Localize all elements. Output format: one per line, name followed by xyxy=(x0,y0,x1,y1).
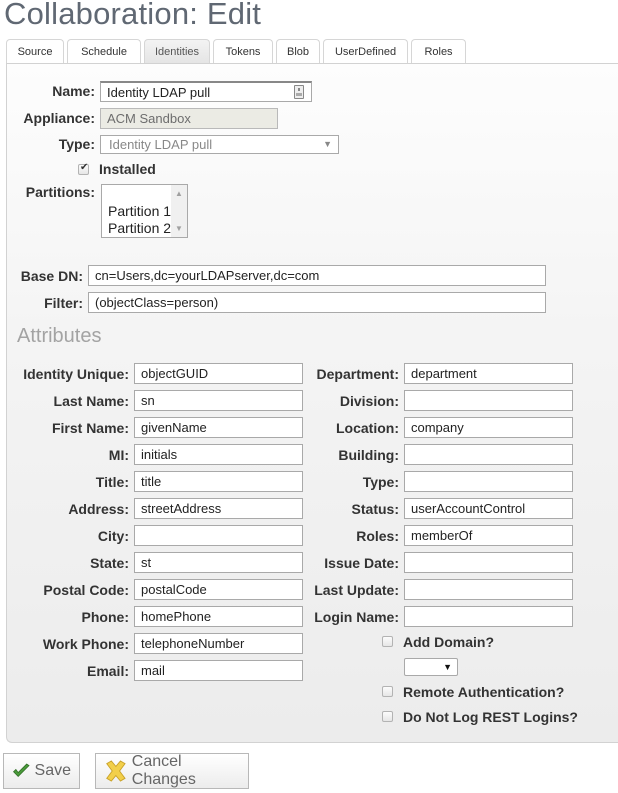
save-button[interactable] xyxy=(3,753,80,789)
title-label: Title: xyxy=(95,474,129,490)
tab-blob[interactable]: Blob xyxy=(276,39,320,64)
first-name-label: First Name: xyxy=(51,420,129,436)
state-label: State: xyxy=(90,555,129,571)
department-input[interactable]: department xyxy=(404,363,573,384)
name-input[interactable] xyxy=(100,81,312,102)
department-label: Department: xyxy=(316,366,399,382)
phone-label: Phone: xyxy=(81,609,129,625)
domain-select[interactable] xyxy=(404,658,458,676)
appliance-input: ACM Sandbox xyxy=(100,108,278,129)
page-title: Collaboration: Edit xyxy=(4,0,262,31)
type-label: Type: xyxy=(58,136,95,152)
identity-unique-input[interactable]: objectGUID xyxy=(134,363,303,384)
tab-source[interactable]: Source xyxy=(6,39,64,64)
scroll-up-icon[interactable]: ▲ xyxy=(175,189,183,198)
checkmark-icon xyxy=(12,761,31,781)
status-label: Status: xyxy=(351,501,399,517)
attr-type-label: Type: xyxy=(362,474,399,490)
work-phone-label: Work Phone: xyxy=(42,636,129,652)
last-name-label: Last Name: xyxy=(53,393,129,409)
chevron-down-icon: ▼ xyxy=(323,139,332,149)
tab-roles[interactable]: Roles xyxy=(411,39,466,64)
mi-input[interactable]: initials xyxy=(134,444,303,465)
city-input[interactable] xyxy=(134,525,303,546)
filter-label: Filter: xyxy=(44,295,83,311)
email-label: Email: xyxy=(86,663,129,679)
cancel-changes-button[interactable] xyxy=(95,753,249,789)
base-dn-input[interactable]: cn=Users,dc=yourLDAPserver,dc=com xyxy=(88,265,546,286)
add-domain-label: Add Domain? xyxy=(403,634,494,650)
x-cross-icon xyxy=(104,759,128,783)
issue-date-label: Issue Date: xyxy=(324,555,399,571)
building-input[interactable] xyxy=(404,444,573,465)
building-label: Building: xyxy=(338,447,399,463)
attributes-heading: Attributes xyxy=(17,325,102,347)
remote-authentication-label: Remote Authentication? xyxy=(403,684,565,700)
last-name-input[interactable]: sn xyxy=(134,390,303,411)
chevron-down-icon: ▼ xyxy=(443,662,452,672)
installed-checkbox[interactable] xyxy=(78,164,89,175)
roles-input[interactable]: memberOf xyxy=(404,525,573,546)
partition-option[interactable]: Partition 2 xyxy=(108,220,172,236)
login-name-input[interactable] xyxy=(404,606,573,627)
partitions-listbox[interactable] xyxy=(101,184,188,238)
postal-code-input[interactable]: postalCode xyxy=(134,579,303,600)
name-value: Identity LDAP pull xyxy=(107,85,211,100)
partition-option[interactable]: Partition 1 xyxy=(108,203,172,219)
last-update-label: Last Update: xyxy=(314,582,399,598)
scroll-down-icon[interactable]: ▼ xyxy=(175,224,183,233)
base-dn-label: Base DN: xyxy=(20,268,83,284)
work-phone-input[interactable]: telephoneNumber xyxy=(134,633,303,654)
location-input[interactable]: company xyxy=(404,417,573,438)
title-input[interactable]: title xyxy=(134,471,303,492)
installed-label: Installed xyxy=(99,161,156,177)
location-label: Location: xyxy=(336,420,399,436)
first-name-input[interactable]: givenName xyxy=(134,417,303,438)
tab-tokens[interactable]: Tokens xyxy=(213,39,273,64)
status-input[interactable]: userAccountControl xyxy=(404,498,573,519)
tab-userdefined[interactable]: UserDefined xyxy=(323,39,408,64)
address-label: Address: xyxy=(68,501,129,517)
remote-authentication-checkbox[interactable] xyxy=(382,686,393,697)
name-label: Name: xyxy=(52,83,95,99)
tab-identities[interactable]: Identities xyxy=(144,39,210,64)
add-domain-checkbox[interactable] xyxy=(382,636,393,647)
address-input[interactable]: streetAddress xyxy=(134,498,303,519)
save-label: Save xyxy=(34,762,71,779)
login-name-label: Login Name: xyxy=(314,609,399,625)
issue-date-input[interactable] xyxy=(404,552,573,573)
type-select[interactable] xyxy=(100,135,339,154)
division-input[interactable] xyxy=(404,390,573,411)
partitions-label: Partitions: xyxy=(25,184,95,200)
appliance-label: Appliance: xyxy=(23,110,95,126)
identity-unique-label: Identity Unique: xyxy=(23,366,129,382)
city-label: City: xyxy=(97,528,129,544)
state-input[interactable]: st xyxy=(134,552,303,573)
type-value: Identity LDAP pull xyxy=(109,137,213,152)
cancel-label: Cancel Changes xyxy=(131,753,196,788)
tab-bar xyxy=(6,39,466,64)
attr-type-input[interactable] xyxy=(404,471,573,492)
contact-card-icon[interactable] xyxy=(294,85,304,99)
filter-input[interactable]: (objectClass=person) xyxy=(88,292,546,313)
listbox-scrollbar[interactable] xyxy=(171,185,187,237)
last-update-input[interactable] xyxy=(404,579,573,600)
do-not-log-rest-label: Do Not Log REST Logins? xyxy=(403,709,578,725)
division-label: Division: xyxy=(339,393,399,409)
do-not-log-rest-checkbox[interactable] xyxy=(382,711,393,722)
mi-label: MI: xyxy=(108,447,129,463)
roles-label: Roles: xyxy=(356,528,399,544)
phone-input[interactable]: homePhone xyxy=(134,606,303,627)
tab-schedule[interactable]: Schedule xyxy=(67,39,141,64)
email-input[interactable]: mail xyxy=(134,660,303,681)
postal-code-label: Postal Code: xyxy=(43,582,129,598)
